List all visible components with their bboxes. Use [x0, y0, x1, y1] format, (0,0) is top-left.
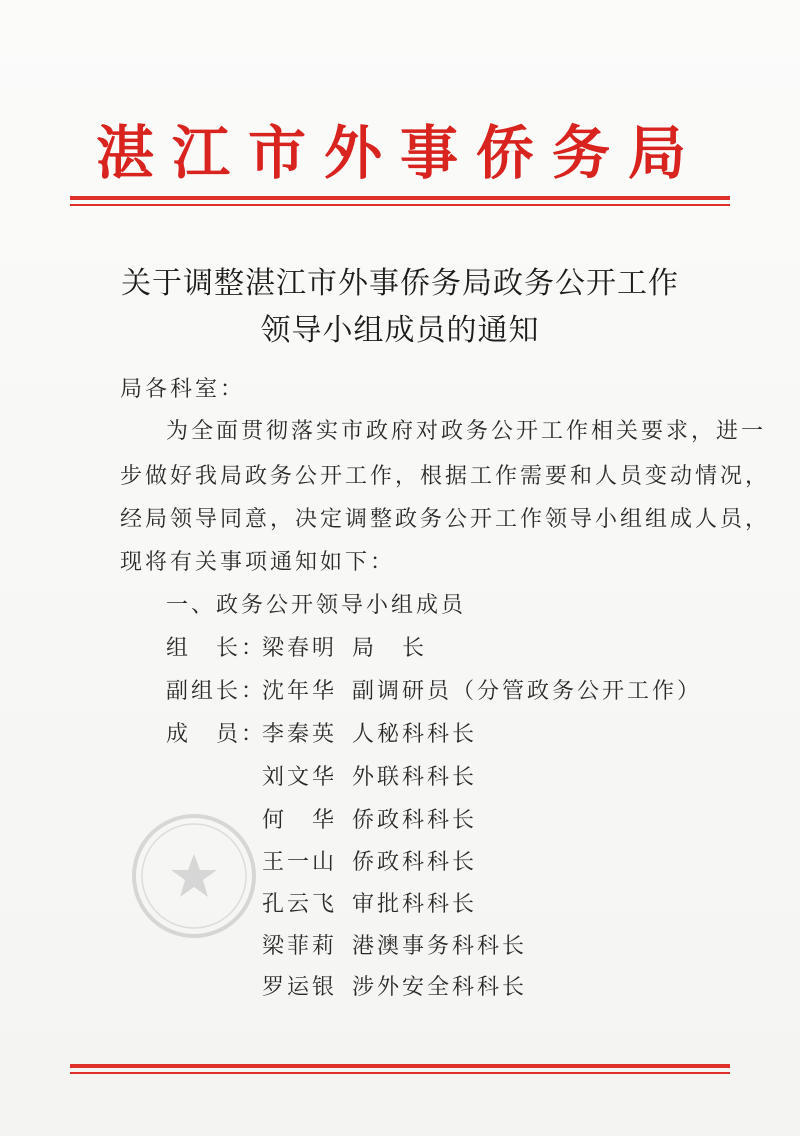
member-name: 梁春明 — [262, 636, 338, 661]
member-title: 人秘科科长 — [352, 722, 478, 747]
header-rule-thick — [70, 196, 730, 200]
document-title-line-1: 关于调整湛江市外事侨务局政务公开工作 — [121, 266, 679, 301]
member-role: 副组长： — [166, 679, 267, 704]
member-title: 审批科科长 — [352, 892, 478, 917]
member-title: 涉外安全科科长 — [352, 975, 528, 1000]
organization-header: 湛江市外事侨务局 — [95, 119, 704, 187]
header-rule-thin — [70, 204, 730, 206]
member-name: 刘文华 — [262, 765, 338, 790]
official-seal-watermark — [128, 810, 260, 942]
member-row — [166, 674, 702, 705]
member-title: 港澳事务科科长 — [352, 934, 528, 959]
salutation: 局各科室： — [120, 377, 246, 402]
member-name: 梁菲莉 — [262, 934, 338, 959]
member-title: 侨政科科长 — [352, 808, 478, 833]
member-row — [166, 760, 477, 791]
member-title: 副调研员（分管政务公开工作） — [352, 679, 703, 704]
member-row — [166, 631, 427, 662]
member-name: 罗运银 — [262, 975, 338, 1000]
footer-rule-thin — [70, 1072, 730, 1074]
paragraph-line-1: 为全面贯彻落实市政府对政务公开工作相关要求，进一 — [166, 419, 767, 444]
member-name: 孔云飞 — [262, 892, 338, 917]
member-name: 沈年华 — [262, 679, 338, 704]
paragraph-line-4: 现将有关事项通知如下： — [120, 550, 396, 575]
paragraph-line-2: 步做好我局政务公开工作，根据工作需要和人员变动情况， — [120, 464, 771, 489]
member-name: 王一山 — [262, 850, 338, 875]
member-title: 侨政科科长 — [352, 850, 478, 875]
section-heading: 一、政务公开领导小组成员 — [166, 593, 467, 618]
member-title: 局 长 — [352, 636, 428, 661]
footer-rule-thick — [70, 1064, 730, 1068]
member-name: 李秦英 — [262, 722, 338, 747]
member-name: 何 华 — [262, 808, 338, 833]
seal-star-icon — [171, 854, 217, 897]
member-role: 成 员： — [166, 722, 267, 747]
paragraph-line-3: 经局领导同意，决定调整政务公开工作领导小组组成人员， — [120, 507, 771, 532]
member-row — [166, 717, 477, 748]
member-row — [166, 970, 527, 1001]
member-title: 外联科科长 — [352, 765, 478, 790]
document-title-line-2: 领导小组成员的通知 — [260, 313, 540, 348]
member-role: 组 长： — [166, 636, 267, 661]
